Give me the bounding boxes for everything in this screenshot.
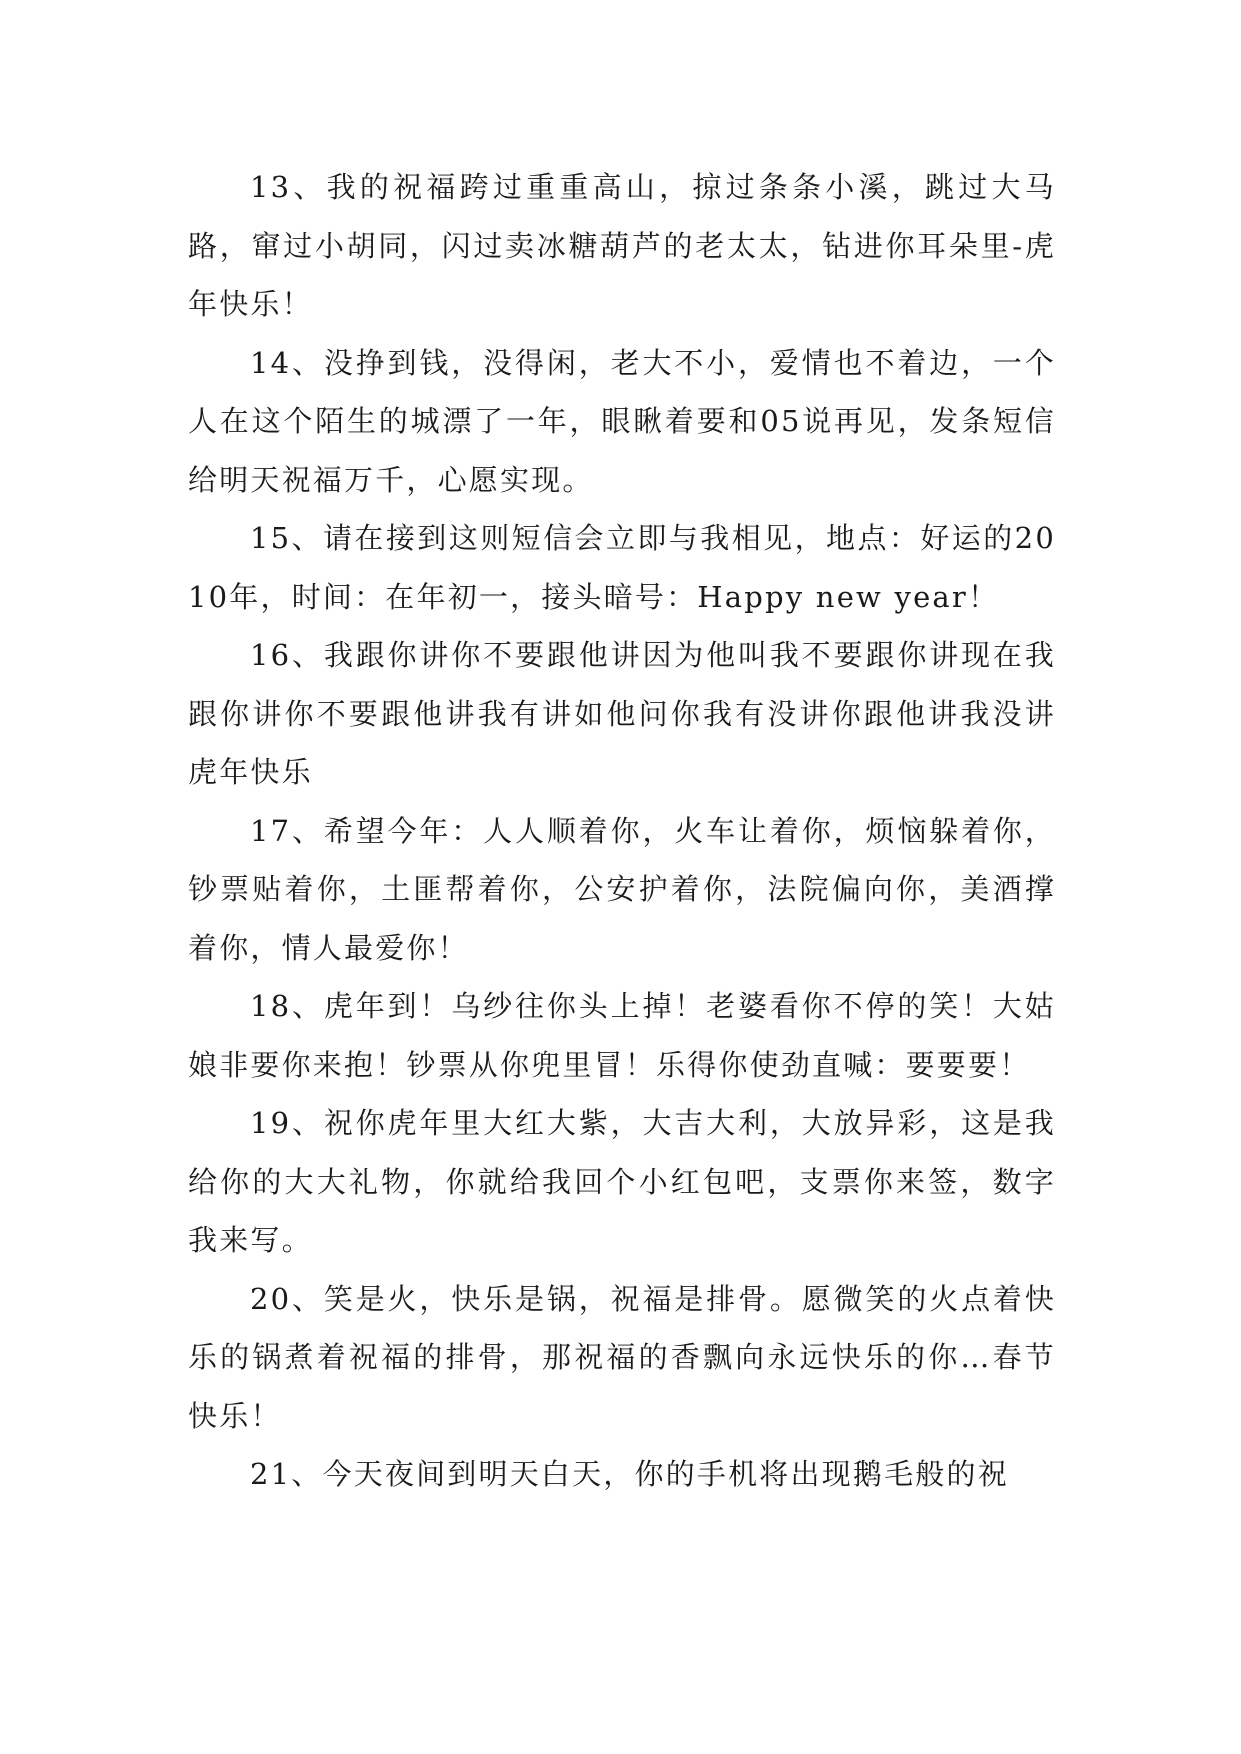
- paragraph-21: 21、今天夜间到明天白天，你的手机将出现鹅毛般的祝: [250, 1457, 1009, 1491]
- paragraph-17: 17、希望今年：人人顺着你，火车让着你，烦恼躲着你，钞票贴着你，土匪帮着你，公安护着你，法院偏向你，美酒撑着你，情人最爱你！: [188, 813, 1056, 965]
- paragraph-20: 20、笑是火，快乐是锅，祝福是排骨。愿微笑的火点着快乐的锅煮着祝福的排骨，那祝福的香飘向永远快乐的你…春节快乐！: [188, 1281, 1056, 1433]
- paragraph-18: 18、虎年到！乌纱往你头上掉！老婆看你不停的笑！大姑娘非要你来抱！钞票从你兜里冒！乐得你使劲直喊：要要要！: [188, 989, 1056, 1082]
- paragraph-14: 14、没挣到钱，没得闲，老大不小，爱情也不着边，一个人在这个陌生的城漂了一年，眼瞅着要和05说再见，发条短信给明天祝福万千，心愿实现。: [188, 345, 1056, 497]
- paragraph-19: 19、祝你虎年里大红大紫，大吉大利，大放异彩，这是我给你的大大礼物，你就给我回个小红包吧，支票你来签，数字我来写。: [188, 1106, 1056, 1257]
- document-body: [188, 158, 1056, 1504]
- paragraph-15: 15、请在接到这则短信会立即与我相见，地点：好运的2010年，时间：在年初一，接头暗号：Happy new year！: [188, 521, 1056, 614]
- paragraph-13: 13、我的祝福跨过重重高山，掠过条条小溪，跳过大马路，窜过小胡同，闪过卖冰糖葫芦的老太太，钻进你耳朵里-虎年快乐！: [188, 170, 1056, 321]
- paragraph-16: 16、我跟你讲你不要跟他讲因为他叫我不要跟你讲现在我跟你讲你不要跟他讲我有讲如他问你我有没讲你跟他讲我没讲虎年快乐: [188, 638, 1056, 789]
